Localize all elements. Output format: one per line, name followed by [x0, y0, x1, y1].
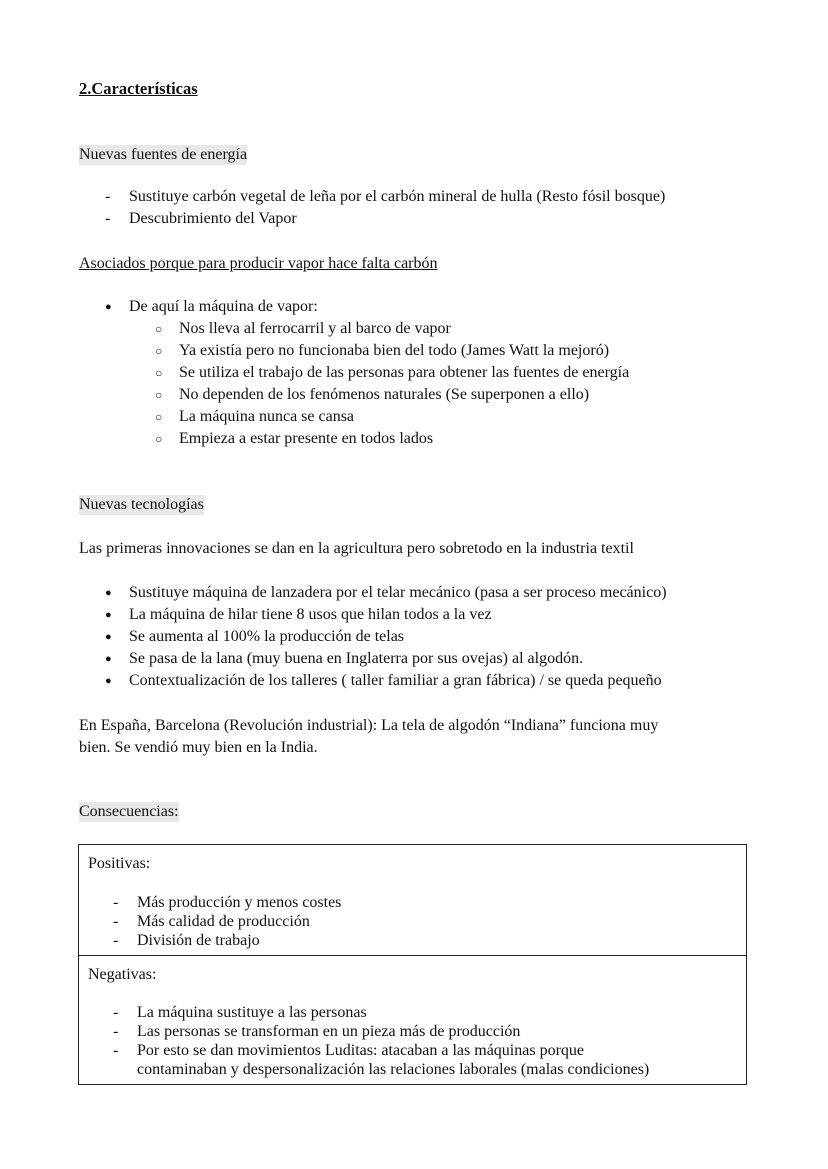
- positive-label: Positivas:: [88, 855, 151, 872]
- list-item: - La máquina sustituye a las personas: [137, 1003, 649, 1022]
- spain-paragraph: [79, 715, 658, 759]
- list-item: - Las personas se transforman en un pieza más de producción: [137, 1022, 649, 1041]
- list-item: - Descubrimiento del Vapor: [129, 208, 665, 230]
- negative-list: [137, 1003, 649, 1079]
- list-item: ○ La máquina nunca se cansa: [179, 406, 629, 428]
- section-heading-technology: Nuevas tecnologías: [79, 496, 204, 513]
- positive-cell: [79, 845, 746, 956]
- list-item: - Más producción y menos costes: [137, 893, 341, 912]
- list-item: ● Se pasa de la lana (muy buena en Inglaterra por sus ovejas) al algodón.: [129, 648, 667, 670]
- list-item: ● Se aumenta al 100% la producción de telas: [129, 626, 667, 648]
- list-item: ○ Nos lleva al ferrocarril y al barco de vapor: [179, 318, 629, 340]
- technology-intro: Las primeras innovaciones se dan en la agricultura pero sobretodo en la industria textil: [79, 540, 634, 557]
- list-item: - Sustituye carbón vegetal de leña por el carbón mineral de hulla (Resto fósil bosque): [129, 186, 665, 208]
- technology-bullet-list: [129, 582, 667, 692]
- list-item-line: contaminaban y despersonalización las relaciones laborales (malas condiciones): [137, 1061, 650, 1078]
- negative-label: Negativas:: [88, 966, 157, 983]
- list-item: ○ Empieza a estar presente en todos lados: [179, 428, 629, 450]
- paragraph-line: En España, Barcelona (Revolución industrial): La tela de algodón “Indiana” funciona muy: [79, 717, 659, 734]
- list-item: ○ No dependen de los fenómenos naturales (Se superponen a ello): [179, 384, 629, 406]
- list-item: ○ Ya existía pero no funcionaba bien del todo (James Watt la mejoró): [179, 340, 629, 362]
- document-title: 2.Características: [79, 79, 198, 98]
- energy-note: Asociados porque para producir vapor hace falta carbón: [79, 255, 438, 272]
- section-heading-energy: Nuevas fuentes de energía: [79, 146, 248, 163]
- list-item: - División de trabajo: [137, 931, 341, 950]
- steam-engine-sublist: [179, 318, 629, 450]
- list-item: ● Contextualización de los talleres ( taller familiar a gran fábrica) / se queda pequeño: [129, 670, 667, 692]
- list-item-line: - Por esto se dan movimientos Luditas: atacaban a las máquinas porque: [137, 1042, 584, 1059]
- paragraph-line: bien. Se vendió muy bien en la India.: [79, 739, 318, 756]
- positive-list: [137, 893, 341, 950]
- list-item: ● La máquina de hilar tiene 8 usos que hilan todos a la vez: [129, 604, 667, 626]
- energy-bullet-list: [129, 296, 318, 318]
- list-item: ● De aquí la máquina de vapor:: [129, 296, 318, 318]
- list-item: [137, 1041, 649, 1079]
- list-item: ● Sustituye máquina de lanzadera por el telar mecánico (pasa a ser proceso mecánico): [129, 582, 667, 604]
- negative-cell: [79, 956, 746, 1084]
- section-heading-consequences: Consecuencias:: [79, 803, 179, 820]
- consequences-table: [78, 844, 747, 1085]
- list-item: - Más calidad de producción: [137, 912, 341, 931]
- energy-dash-list: [129, 186, 665, 230]
- list-item: ○ Se utiliza el trabajo de las personas para obtener las fuentes de energía: [179, 362, 629, 384]
